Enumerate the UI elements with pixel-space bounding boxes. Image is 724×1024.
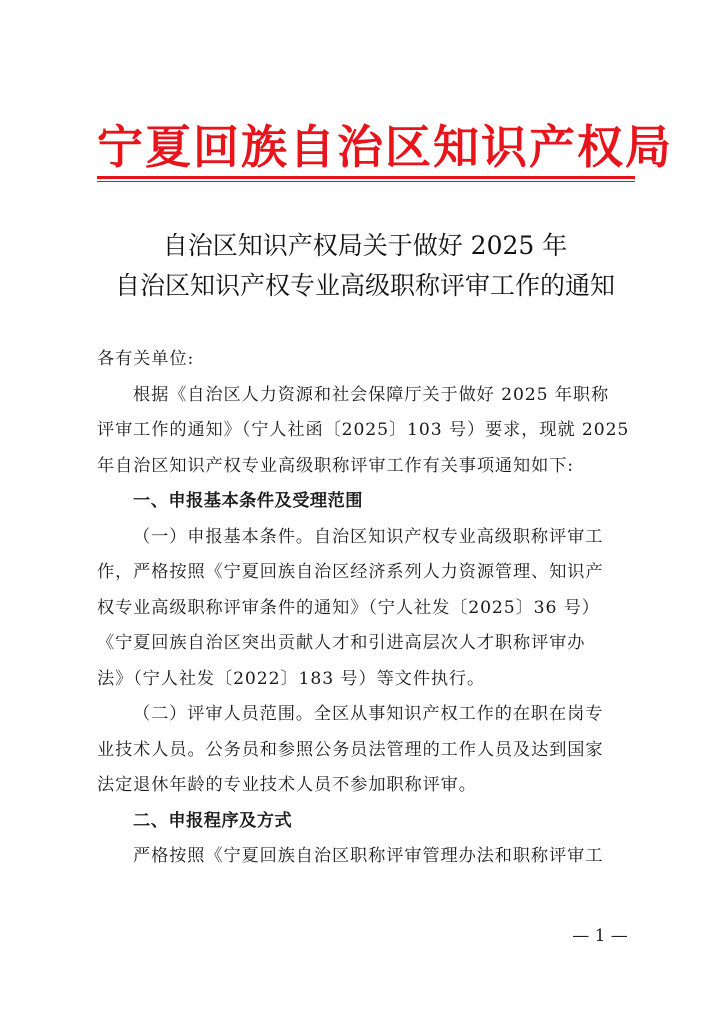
masthead-rule-thin	[97, 181, 635, 182]
page-number: — 1 —	[572, 926, 628, 946]
paragraph-line: （一）申报基本条件。自治区知识产权专业高级职称评审工	[133, 526, 604, 547]
paragraph-line: 根据《自治区人力资源和社会保障厅关于做好 2025 年职称	[133, 384, 610, 405]
paragraph-line: 严格按照《宁夏回族自治区职称评审管理办法和职称评审工	[133, 846, 604, 866]
salutation: 各有关单位:	[97, 349, 195, 369]
document-title	[80, 226, 650, 306]
paragraph-line: 《宁夏回族自治区突出贡献人才和引进高层次人才职称评审办	[97, 633, 586, 653]
paragraph-line: 权专业高级职称评审条件的通知》（宁人社发〔2025〕36 号）	[97, 597, 600, 618]
org-masthead: 宁夏回族自治区知识产权局	[97, 120, 673, 174]
paragraph-line: 作，严格按照《宁夏回族自治区经济系列人力资源管理、知识产	[97, 562, 604, 582]
masthead-rule-thick	[97, 176, 635, 179]
paragraph-line: （二）评审人员范围。全区从事知识产权工作的在职在岗专	[133, 704, 604, 724]
paragraph-line: 法》（宁人社发〔2022〕183 号）等文件执行。	[97, 668, 486, 689]
paragraph-line: 法定退休年龄的专业技术人员不参加职称评审。	[97, 775, 477, 795]
document-title-line-2: 自治区知识产权专业高级职称评审工作的通知	[114, 271, 615, 300]
paragraph-line: 业技术人员。公务员和参照公务员法管理的工作人员及达到国家	[97, 739, 604, 760]
section-heading-2: 二、申报程序及方式	[133, 810, 293, 831]
document-title-line-1: 自治区知识产权局关于做好 2025 年	[162, 231, 568, 260]
section-heading-1: 一、申报基本条件及受理范围	[133, 491, 363, 511]
paragraph-line: 评审工作的通知》（宁人社函〔2025〕103 号）要求，现就 2025	[97, 420, 630, 440]
document-body	[97, 342, 637, 875]
paragraph-line: 年自治区知识产权专业高级职称评审工作有关事项通知如下:	[97, 455, 574, 476]
